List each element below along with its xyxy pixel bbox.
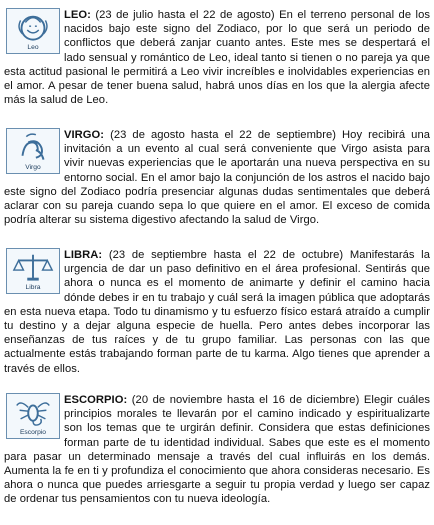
- escorpio-text: [4, 393, 430, 507]
- scorpio-icon-label: Escorpio: [19, 429, 47, 437]
- virgo-title: VIRGO:: [64, 129, 105, 141]
- libra-text: [4, 248, 430, 376]
- leo-dates: (23 de julio hasta el 22 de agosto): [90, 9, 275, 21]
- leo-icon-label: Leo: [27, 44, 39, 52]
- escorpio-body: Elegir cuáles principios morales te llevarán por el camino indicado y espiritualizarte son los temas que te urgirán definir. Considera que estas definiciones forman parte de tu identidad individual. Sabes que este es el momento para pasar un determinado mensaje a través del cual influirás en los demás. Aumenta la fe en ti y profundiza el conocimiento que ahora consideras necesario. Es ahora o nunca que puedes arriesgarte a seguir tu propia verdad y luego ser capaz de ordenar tus pensamientos con tu nueva ideología.: [4, 394, 430, 506]
- libra-body: Manifestarás la urgencia de dar un paso definitivo en el área profesional. Sentirás que ahora o nunca es el momento de animarte y definir el camino hacia dónde debes ir en tu trabajo y cuál será la imagen pública que adoptarás en esta nueva etapa. Todo tu dinamismo y tu esfuerzo físico estará atraído a cumplir tu destino y a dejar alguna especie de huella. Pero antes debes incorporar las enseñanzas de tus raíces y de tu grupo familiar. Las personas con las que actualmente estás trabajando forman parte de tu karma. Algo tienes que aprender a través de ellos.: [4, 249, 430, 375]
- leo-title: LEO:: [64, 9, 91, 21]
- virgo-text: [4, 128, 430, 227]
- escorpio-title: ESCORPIO:: [64, 394, 128, 406]
- leo-text: [4, 8, 430, 107]
- virgo-dates: (23 de agosto hasta el 22 de septiembre): [104, 129, 337, 141]
- libra-icon-label: Libra: [25, 284, 41, 292]
- virgo-icon-label: Virgo: [25, 164, 41, 172]
- leo-body: En el terreno personal de los nacidos bajo este signo del Zodiaco, por lo que será un periodo de conflictos que deberá zanjar cuanto antes. Este mes se despertará el lado sensual y romántico de Leo, ideal tanto si tienen o no pareja ya que esta actitud pasional le permitirá a Leo vivir increíbles e inolvidables experiencias en el amor. A pesar de tener buena salud, habrá unos días en los que la alergia afecte más la salud de Leo.: [4, 9, 430, 107]
- libra-title: LIBRA:: [64, 249, 103, 261]
- libra-dates: (23 de septiembre hasta el 22 de octubre): [102, 249, 344, 261]
- escorpio-dates: (20 de noviembre hasta el 16 de diciembre): [127, 394, 360, 406]
- virgo-body: Hoy recibirá una invitación a un evento al cual será conveniente que Virgo asista para vivir nuevas experiencias que le aportarán una nueva perspectiva en su entorno social. En el amor bajo la conjunción de los astros el nacido bajo este signo del Zodiaco podría presenciar algunas dudas sentimentales que deberá aclarar con su pareja cuando sepa lo que quiere en el amor. El exceso de comida podría alterar su sistema digestivo afectando la salud de Virgo.: [4, 129, 430, 227]
